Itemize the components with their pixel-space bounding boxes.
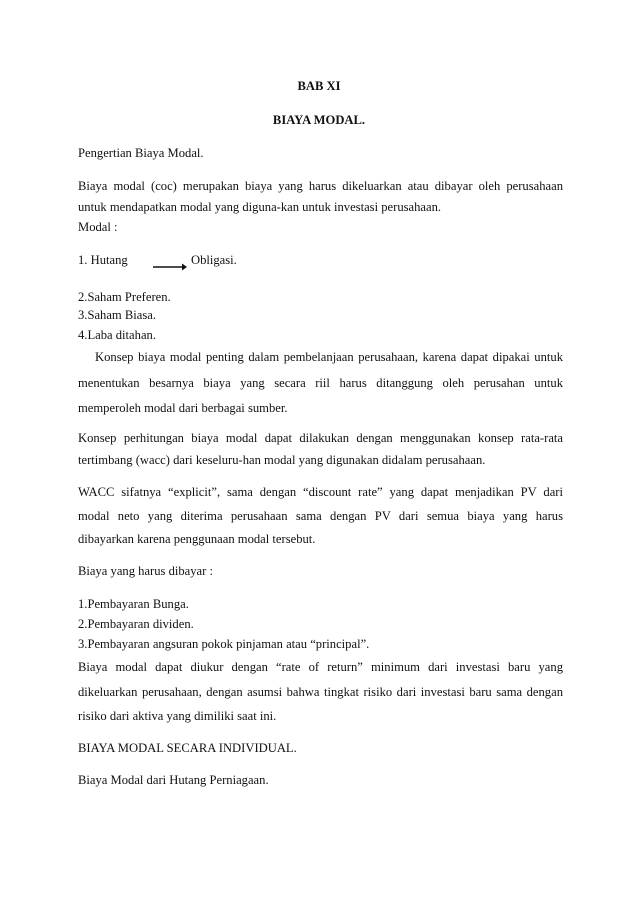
list-item-hutang: 1. Hutang (78, 253, 128, 267)
paragraph-line: modal neto yang diterima perusahaan sama dengan PV dari semua biaya yang harus (78, 509, 563, 523)
paragraph-line: Biaya modal (coc) merupakan biaya yang harus dikeluarkan atau dibayar oleh perusahaan (78, 179, 563, 193)
biaya-label: Biaya yang harus dibayar : (78, 564, 213, 578)
paragraph-line: dibayarkan karena penggunaan modal tersebut. (78, 532, 316, 546)
modal-label: Modal : (78, 220, 118, 234)
list-item: 2.Pembayaran dividen. (78, 617, 194, 631)
page-title: BIAYA MODAL. (272, 113, 366, 127)
sub-heading: Biaya Modal dari Hutang Perniagaan. (78, 773, 269, 787)
section-heading-individual: BIAYA MODAL SECARA INDIVIDUAL. (78, 741, 297, 755)
paragraph-line: dikeluarkan perusahaan, dengan asumsi bahwa tingkat risiko dari investasi baru sama dengan (78, 685, 563, 699)
paragraph-line: Biaya modal dapat diukur dengan “rate of return” minimum dari investasi baru yang (78, 660, 563, 674)
list-item: 3.Pembayaran angsuran pokok pinjaman atau “principal”. (78, 637, 370, 651)
chapter-heading: BAB XI (297, 79, 341, 93)
paragraph-line: menentukan besarnya biaya yang secara riil harus ditanggung oleh perusahan untuk (78, 376, 563, 390)
paragraph-line: risiko dari aktiva yang dimiliki saat ini. (78, 709, 277, 723)
paragraph-line: tertimbang (wacc) dari keseluru-han modal yang digunakan didalam perusahaan. (78, 453, 486, 467)
list-item: 4.Laba ditahan. (78, 328, 156, 342)
section-heading-pengertian: Pengertian Biaya Modal. (78, 146, 204, 160)
list-item: 1.Pembayaran Bunga. (78, 597, 189, 611)
paragraph-line: untuk mendapatkan modal yang diguna-kan untuk investasi perusahaan. (78, 200, 442, 214)
paragraph-line: memperoleh modal dari berbagai sumber. (78, 401, 288, 415)
paragraph-line: Konsep biaya modal penting dalam pembelanjaan perusahaan, karena dapat dipakai untuk (95, 350, 563, 364)
paragraph-line: WACC sifatnya “explicit”, sama dengan “discount rate” yang dapat menjadikan PV dari (78, 485, 563, 499)
paragraph-line: Konsep perhitungan biaya modal dapat dilakukan dengan menggunakan konsep rata-rata (78, 431, 563, 445)
list-item-obligasi: Obligasi. (191, 253, 237, 267)
arrow-right-icon (153, 262, 187, 272)
list-item: 3.Saham Biasa. (78, 308, 156, 322)
list-item: 2.Saham Preferen. (78, 290, 171, 304)
